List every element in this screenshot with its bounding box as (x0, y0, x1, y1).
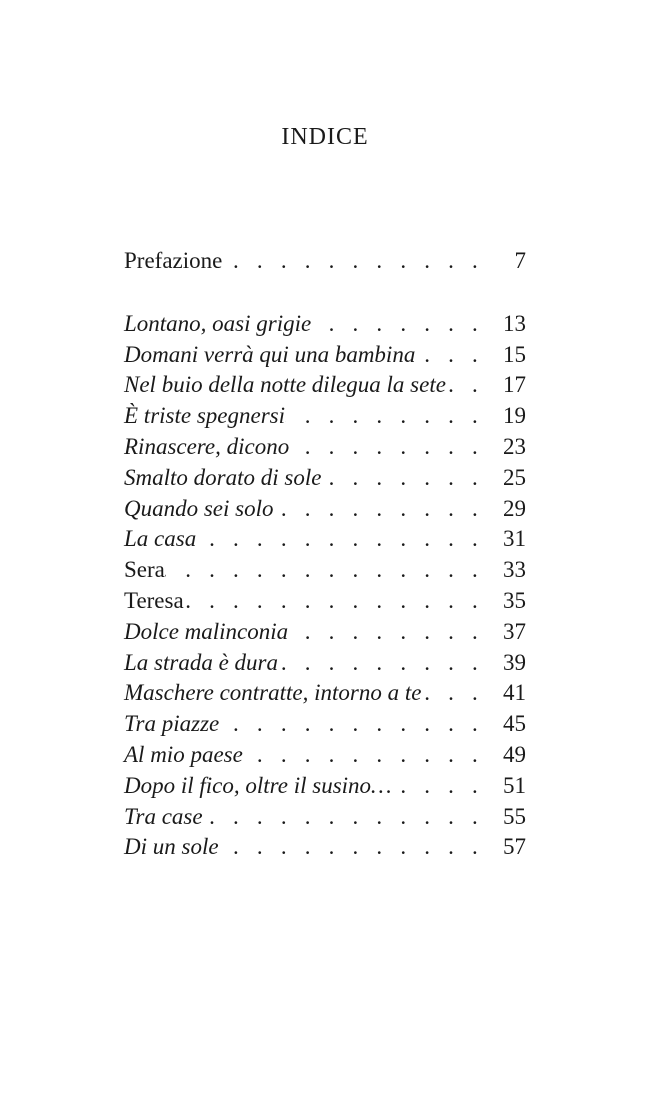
dot-leader (288, 619, 498, 645)
toc-entry-page: 39 (503, 649, 526, 675)
toc-entry (124, 434, 526, 465)
toc-entry-page: 57 (503, 834, 526, 860)
toc-entry (124, 680, 526, 711)
toc-entry-page: 15 (503, 341, 526, 367)
toc-entry (124, 834, 526, 865)
toc-entry (124, 773, 526, 804)
toc-entry (124, 311, 526, 342)
dot-leader (446, 372, 498, 398)
toc-entry-page: 49 (503, 741, 526, 767)
toc-entry-title: Rinascere, dicono (124, 433, 290, 459)
toc-entry-page: 45 (503, 711, 526, 737)
toc-entry-page: 37 (503, 618, 526, 644)
toc-entry-title: Nel buio della notte dilegua la sete (124, 372, 446, 398)
toc-entry-page: 19 (503, 403, 526, 429)
dot-leader (321, 465, 498, 491)
table-of-contents (124, 248, 526, 865)
toc-entry (124, 496, 526, 527)
toc-entry-title: È triste spegnersi (124, 403, 285, 429)
toc-entry-page: 55 (503, 803, 526, 829)
dot-leader (222, 248, 498, 274)
toc-entry-title: Quando sei solo (124, 495, 274, 521)
toc-entry-title: Tra piazze (124, 711, 220, 737)
toc-entry-title: La strada è dura (124, 649, 278, 675)
toc-entry (124, 372, 526, 403)
toc-entry-page: 33 (503, 557, 526, 583)
dot-leader (196, 526, 498, 552)
dot-leader (289, 434, 498, 460)
toc-entry (124, 711, 526, 742)
toc-entry-title: Smalto dorato di sole (124, 464, 322, 490)
dot-leader (203, 804, 498, 830)
toc-entry-page: 29 (503, 495, 526, 521)
dot-leader (243, 742, 498, 768)
toc-entry-page: 51 (503, 772, 526, 798)
toc-entry (124, 619, 526, 650)
dot-leader (184, 588, 498, 614)
dot-leader (421, 680, 498, 706)
toc-entry-title: Tra case (124, 803, 203, 829)
toc-entry (124, 557, 526, 588)
dot-leader (392, 773, 499, 799)
dot-leader (219, 711, 498, 737)
toc-entry-title: Al mio paese (124, 741, 243, 767)
toc-entry-page: 13 (503, 310, 526, 336)
toc-entry-title: Dopo il fico, oltre il susino… (124, 772, 392, 798)
toc-entry-page: 31 (503, 526, 526, 552)
toc-entry-title: Lontano, oasi grigie (124, 310, 312, 336)
toc-entry-page: 41 (503, 680, 526, 706)
dot-leader (311, 311, 498, 337)
toc-entry-page: 25 (503, 464, 526, 490)
dot-leader (274, 496, 499, 522)
toc-entry-title: La casa (124, 526, 197, 552)
dot-leader (415, 342, 498, 368)
toc-entry (124, 403, 526, 434)
toc-entry (124, 804, 526, 835)
toc-entry-title: Dolce malinconia (124, 618, 289, 644)
dot-leader (165, 557, 498, 583)
toc-entry (124, 342, 526, 373)
toc-entry-page: 23 (503, 433, 526, 459)
toc-entry (124, 526, 526, 557)
toc-entry-title: Di un sole (124, 834, 219, 860)
toc-entry-title: Domani verrà qui una bambina (124, 341, 416, 367)
dot-leader (219, 834, 498, 860)
toc-entry (124, 465, 526, 496)
toc-entry-preface (124, 248, 526, 279)
toc-entry (124, 650, 526, 681)
toc-entry (124, 588, 526, 619)
toc-entry-page: 35 (503, 587, 526, 613)
page-title: INDICE (281, 124, 369, 150)
toc-entry-title: Sera (124, 557, 165, 583)
toc-entry-page: 7 (514, 248, 526, 273)
dot-leader (285, 403, 498, 429)
toc-entry-page: 17 (503, 372, 526, 398)
toc-entry-title: Prefazione (124, 248, 223, 273)
toc-entry (124, 742, 526, 773)
toc-entry-title: Teresa (124, 587, 184, 613)
dot-leader (278, 650, 498, 676)
toc-entry-title: Maschere contratte, intorno a te (124, 680, 422, 706)
